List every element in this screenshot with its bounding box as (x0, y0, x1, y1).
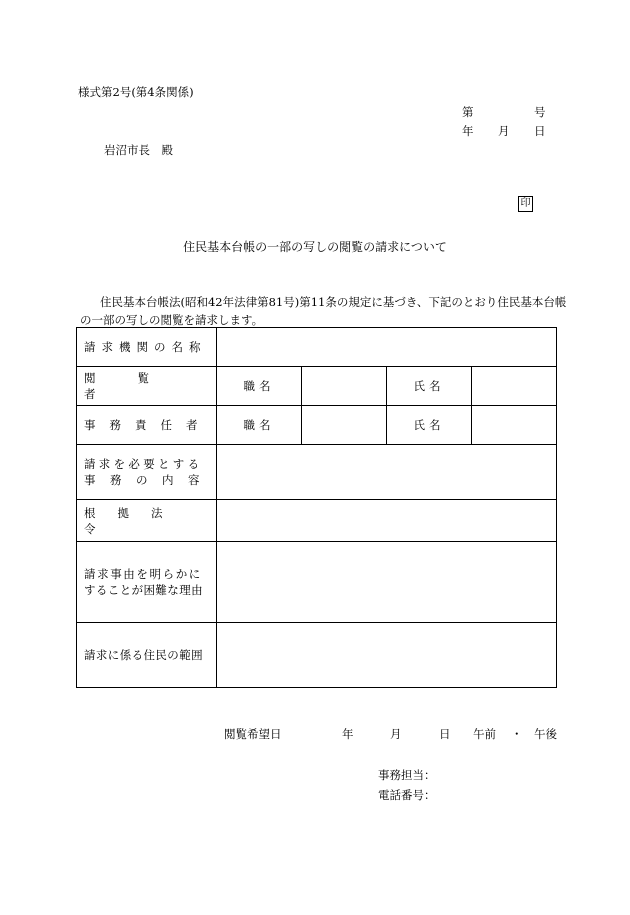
row-law (77, 500, 557, 542)
manager-name-field[interactable] (472, 406, 557, 445)
field-law[interactable] (217, 500, 557, 542)
label-manager-text: 事務責任者 (84, 418, 212, 432)
wish-pm[interactable]: 午後 (534, 727, 557, 741)
label-law-text: 根拠法令 (84, 505, 185, 536)
manager-name-label: 氏名 (387, 406, 472, 445)
date-year: 年 (462, 124, 474, 138)
row-scope (77, 623, 557, 688)
label-manager (77, 406, 217, 445)
phone-label: 電話番号： (378, 788, 436, 802)
field-reason[interactable] (217, 542, 557, 623)
manager-title-label: 職名 (217, 406, 302, 445)
wish-year: 年 (342, 727, 354, 741)
field-org[interactable] (217, 328, 557, 367)
wish-dot: ・ (511, 727, 523, 741)
label-scope (77, 623, 217, 688)
field-scope[interactable] (217, 623, 557, 688)
label-reason-line1: 請求事由を明らかに (84, 567, 202, 581)
row-org (77, 328, 557, 367)
viewer-name-label: 氏名 (387, 367, 472, 406)
seal-mark: 印 (518, 196, 533, 212)
number-go: 号 (534, 105, 546, 119)
wish-label: 閲覧希望日 (224, 727, 282, 741)
addressee: 岩沼市長 殿 (104, 143, 173, 157)
row-reason (77, 542, 557, 623)
label-viewer-text: 閲覧者 (84, 371, 191, 401)
row-viewer (77, 367, 557, 406)
label-reason (77, 542, 217, 623)
form-number: 様式第2号(第4条関係) (78, 85, 194, 99)
viewer-title-label: 職名 (217, 367, 302, 406)
wish-month: 月 (390, 727, 402, 741)
label-purpose-line2: 事務の内容 (84, 473, 214, 487)
label-reason-line2: することが困難な理由 (84, 583, 203, 597)
label-viewer (77, 367, 217, 406)
staff-label: 事務担当： (378, 768, 436, 782)
label-org-text: 請求機関の名称 (84, 340, 207, 354)
viewer-title-field[interactable] (302, 367, 387, 406)
body-paragraph: 住民基本台帳法(昭和42年法律第81号)第11条の規定に基づき、下記のとおり住民基本台帳の一部の写しの閲覧を請求します。 (80, 295, 567, 327)
date-month: 月 (498, 124, 510, 138)
field-purpose[interactable] (217, 445, 557, 500)
row-manager (77, 406, 557, 445)
number-dai: 第 (462, 105, 474, 119)
wish-day: 日 (439, 727, 451, 741)
date-day: 日 (534, 124, 546, 138)
label-scope-text: 請求に係る住民の範囲 (84, 648, 203, 662)
label-purpose (77, 445, 217, 500)
label-purpose-line1: 請求を必要とする (84, 457, 203, 471)
row-purpose (77, 445, 557, 500)
request-form-table (76, 327, 557, 688)
contact-block (378, 765, 436, 805)
viewer-name-field[interactable] (472, 367, 557, 406)
wish-am[interactable]: 午前 (473, 727, 496, 741)
document-title: 住民基本台帳の一部の写しの閲覧の請求について (183, 240, 447, 254)
manager-title-field[interactable] (302, 406, 387, 445)
body-text (80, 293, 570, 329)
label-org (77, 328, 217, 367)
label-law (77, 500, 217, 542)
